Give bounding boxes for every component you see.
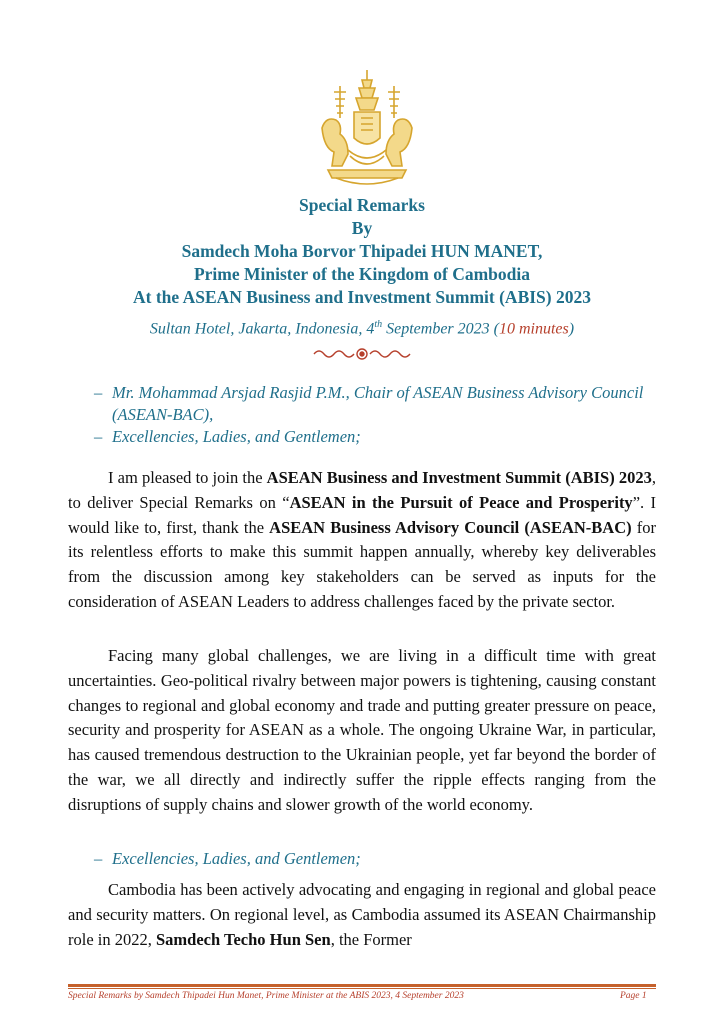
para1-text-2: , to deliver Special Remarks on “ (68, 468, 656, 512)
venue-date: September 2023 ( (382, 320, 499, 338)
footer-rule-thin (68, 988, 656, 989)
para1-text-3: ”. I would like to, first, thank the (68, 492, 657, 537)
date-ordinal: th (374, 319, 383, 330)
opening-salutations (94, 382, 674, 448)
para1-text-1: I am pleased to join the (108, 468, 267, 487)
footer-caption: Special Remarks by Samdech Thipadei Hun Manet, Prime Minister at the ABIS 2023, 4 September 2023 (68, 991, 464, 1001)
salutation-item (94, 382, 674, 426)
paragraph-3 (68, 878, 656, 952)
divider-ornament-icon (312, 346, 412, 362)
title-by: By (351, 218, 373, 238)
para1-bold-theme: ASEAN in the Pursuit of Peace and Prosperity (289, 492, 633, 512)
para3-text-1: Cambodia has been actively advocating and engaging in regional and global peace and security matters. On regional level, as Cambodia assumed its ASEAN Chairmanship role in 2022, (68, 880, 656, 949)
speech-title-block (0, 194, 724, 309)
royal-arms-emblem-icon (312, 66, 422, 190)
venue-date-line (0, 314, 724, 340)
salutation-item (94, 848, 674, 870)
speaker-name: Samdech Moha Borvor Thipadei HUN MANET, (181, 241, 543, 261)
mid-salutation (94, 848, 674, 870)
salutation-text: Excellencies, Ladies, and Gentlemen; (112, 427, 361, 446)
venue-close-paren: ) (568, 320, 575, 338)
paragraph-1 (68, 466, 656, 615)
list-dash: – (94, 427, 103, 446)
para1-bold-summit: ASEAN Business and Investment Summit (ABIS) 2023 (266, 468, 652, 487)
para1-text-4: for its relentless efforts to make this summit happen annually, whereby key deliverables from the discussion among key stakeholders can be served as inputs for the consideration of ASEAN Leaders to address challenges faced by the private sector. (68, 517, 656, 611)
salutation-item (94, 426, 674, 448)
footer-rule (68, 984, 656, 987)
list-dash: – (94, 383, 103, 402)
speech-duration: 10 minutes (498, 320, 569, 338)
para1-bold-council: ASEAN Business Advisory Council (ASEAN-BAC) (269, 517, 632, 537)
venue-place: Sultan Hotel, Jakarta, Indonesia, 4 (149, 320, 375, 338)
event-name: At the ASEAN Business and Investment Summit (ABIS) 2023 (133, 287, 591, 307)
title-special-remarks: Special Remarks (299, 195, 425, 215)
paragraph-2: Facing many global challenges, we are living in a difficult time with great uncertainties. Geo-political rivalry between major powers is tightening, causing constant changes to regional and global economy and trade and putting greater pressure on peace, security and prosperity for ASEAN as a whole. The ongoing Ukraine War, in particular, has caused tremendous destruction to the Ukrainian people, yet far beyond the border of the war, we all directly and indirectly suffer the ripple effects ranging from the disruptions of supply chains and slower growth of the world economy. (68, 646, 656, 814)
list-dash: – (94, 849, 103, 868)
para3-bold-name: Samdech Techo Hun Sen (156, 929, 331, 949)
para3-text-2: , the Former (330, 929, 412, 949)
salutation-text: Mr. Mohammad Arsjad Rasjid P.M., Chair of ASEAN Business Advisory Council (ASEAN-BAC), (112, 383, 644, 424)
page-number: Page 1 (620, 991, 647, 1001)
speaker-position: Prime Minister of the Kingdom of Cambodia (193, 264, 531, 284)
salutation-text: Excellencies, Ladies, and Gentlemen; (112, 849, 361, 868)
